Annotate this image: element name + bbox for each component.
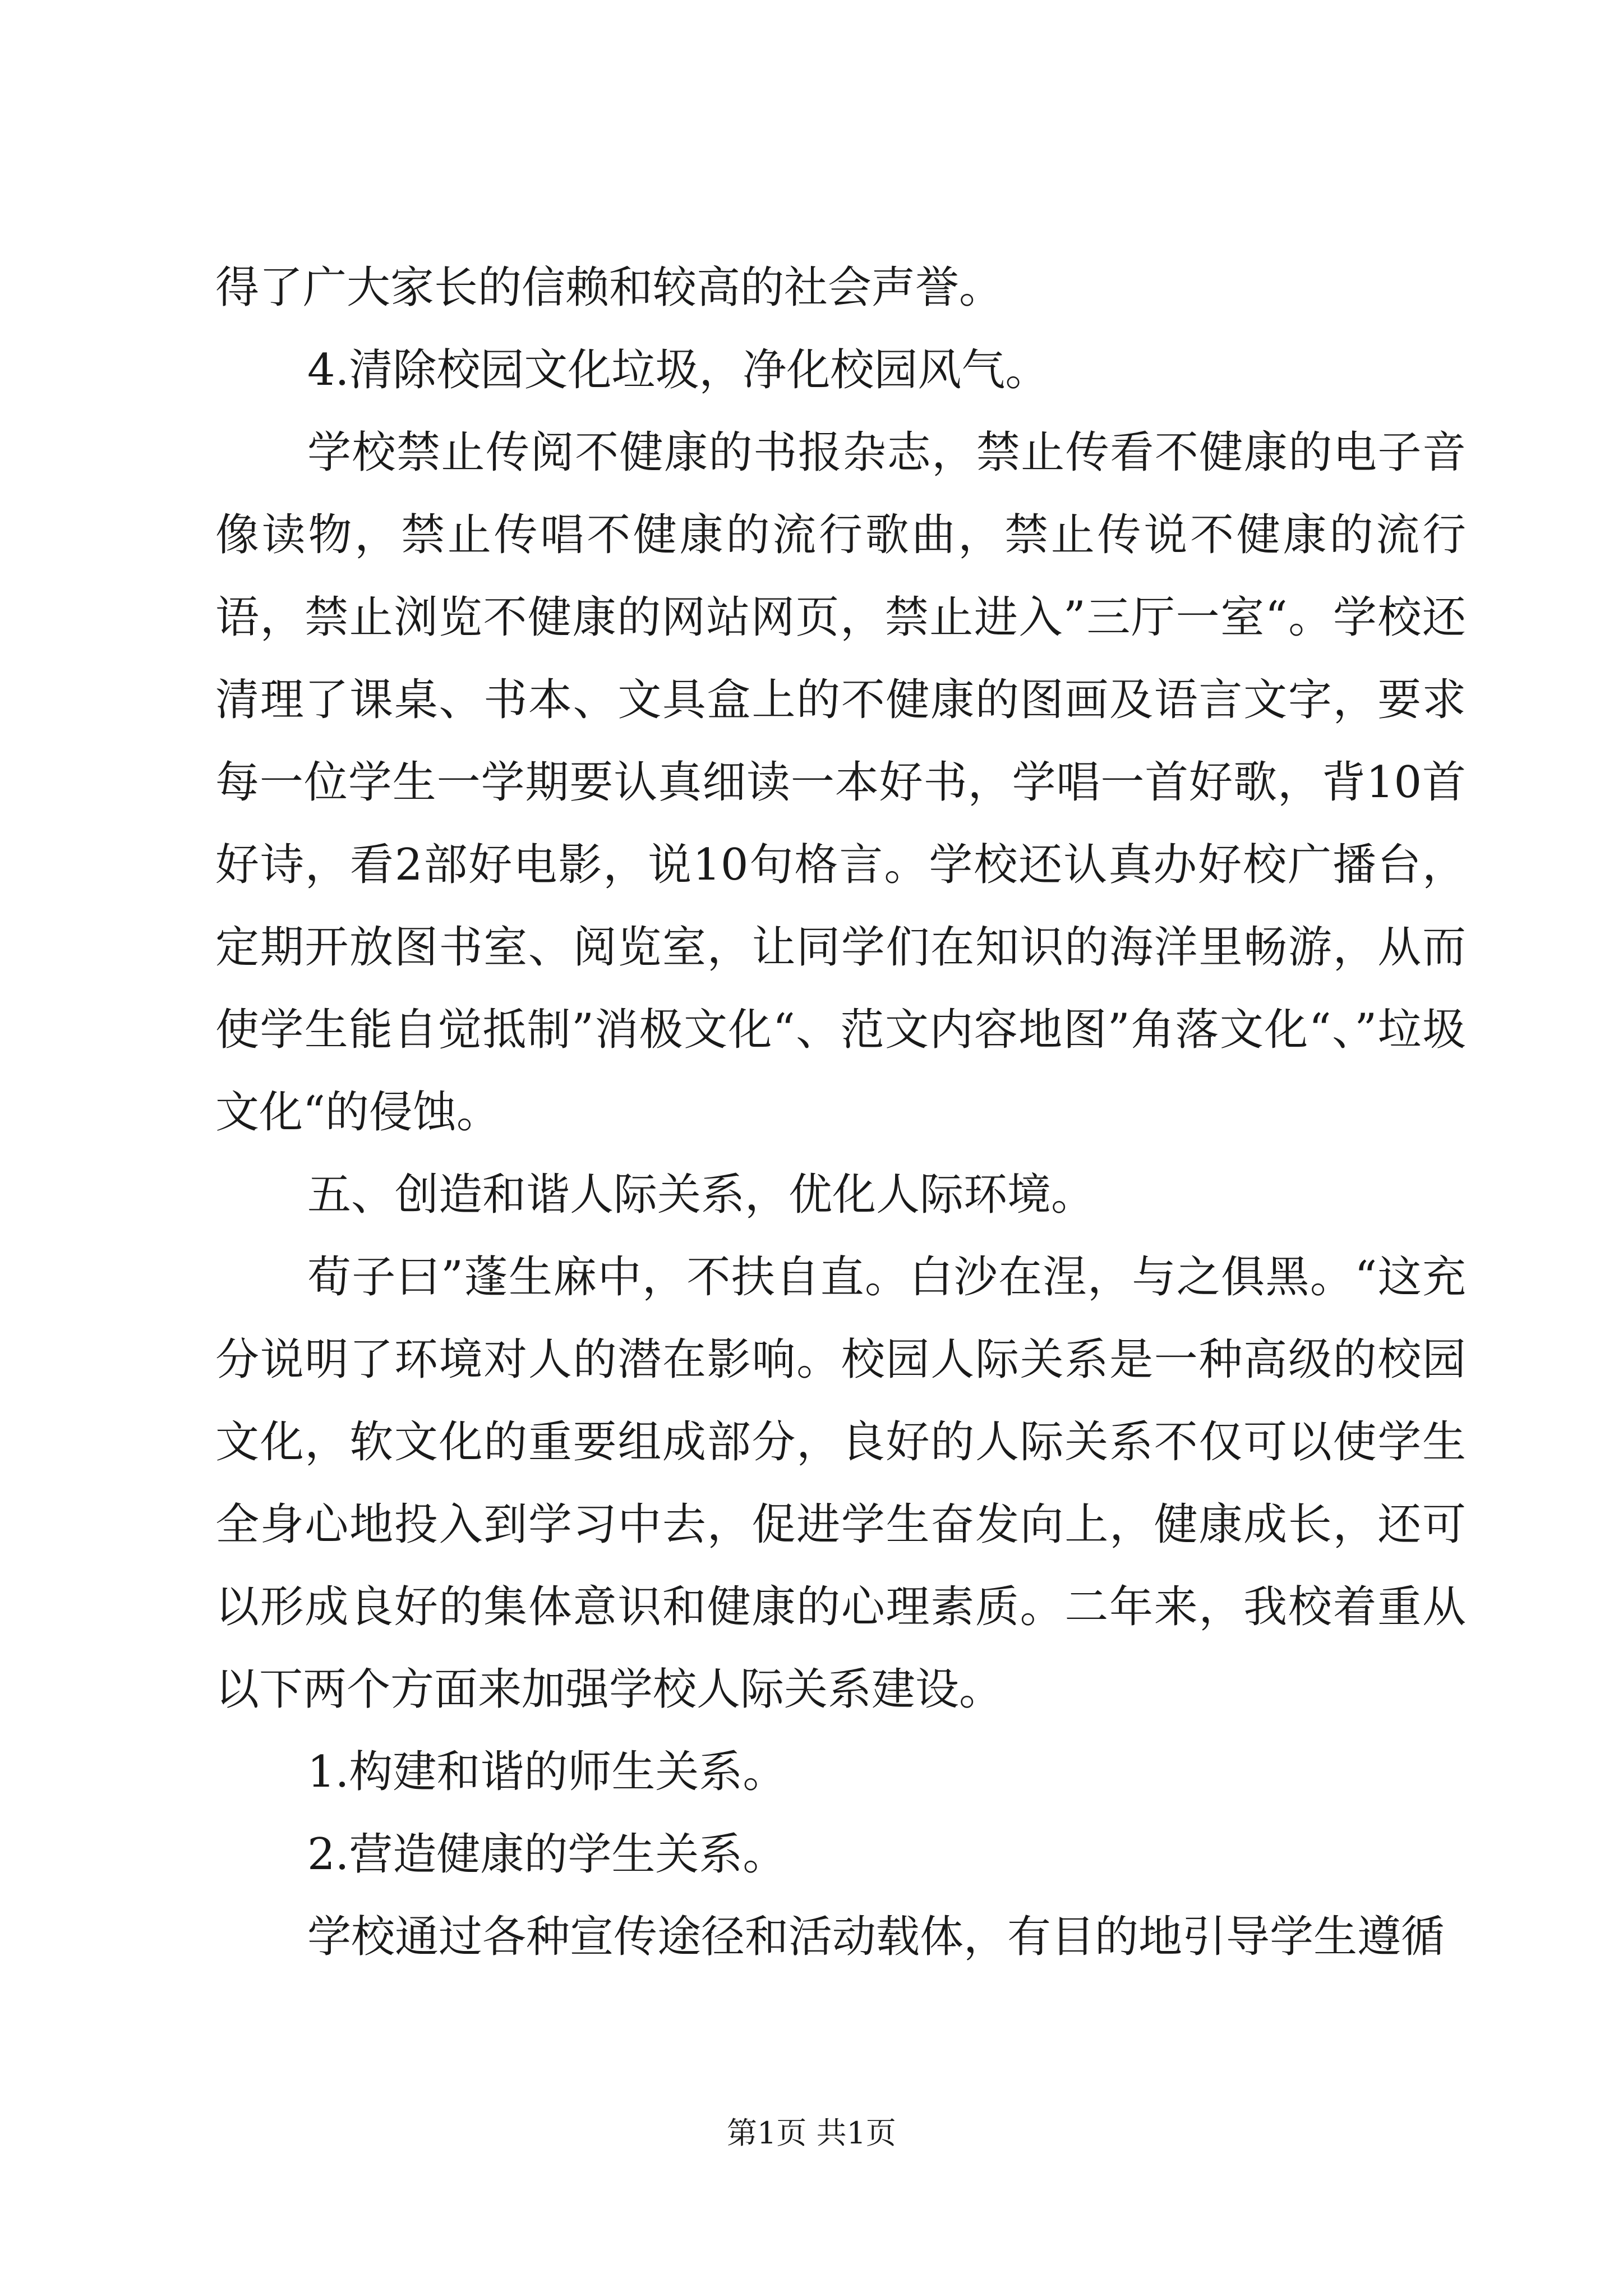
- document-body: [215, 247, 1466, 1978]
- paragraph: 学校禁止传阅不健康的书报杂志，禁止传看不健康的电子音像读物，禁止传唱不健康的流行歌曲，禁止传说不健康的流行语，禁止浏览不健康的网站网页，禁止进入”三厅一室“。学校还清理了课桌、书本、文具盒上的不健康的图画及语言文字，要求每一位学生一学期要认真细读一本好书，学唱一首好歌，背10首好诗，看2部好电影，说10句格言。学校还认真办好校广播台，定期开放图书室、阅览室，让同学们在知识的海洋里畅游，从而使学生能自觉抵制”消极文化“、范文内容地图”角落文化“、”垃圾文化“的侵蚀。: [215, 427, 1466, 1138]
- paragraph: 荀子曰”蓬生麻中，不扶自直。白沙在涅，与之俱黑。“这充分说明了环境对人的潜在影响。校园人际关系是一种高级的校园文化，软文化的重要组成部分，良好的人际关系不仅可以使学生全身心地投入到学习中去，促进学生奋发向上，健康成长，还可以形成良好的集体意识和健康的心理素质。二年来，我校着重从以下两个方面来加强学校人际关系建设。: [215, 1252, 1466, 1715]
- section-heading: 五、创造和谐人际关系，优化人际环境。: [307, 1170, 1095, 1220]
- paragraph: 得了广大家长的信赖和较高的社会声誉。: [215, 263, 1003, 313]
- page-footer: 第1页 共1页: [727, 2115, 896, 2151]
- paragraph: 1.构建和谐的师生关系。: [307, 1747, 787, 1797]
- paragraph: 学校通过各种宣传途径和活动载体，有目的地引导学生遵循: [307, 1912, 1445, 1962]
- paragraph: 2.营造健康的学生关系。: [307, 1829, 787, 1880]
- paragraph: 4.清除校园文化垃圾，净化校园风气。: [307, 345, 1049, 395]
